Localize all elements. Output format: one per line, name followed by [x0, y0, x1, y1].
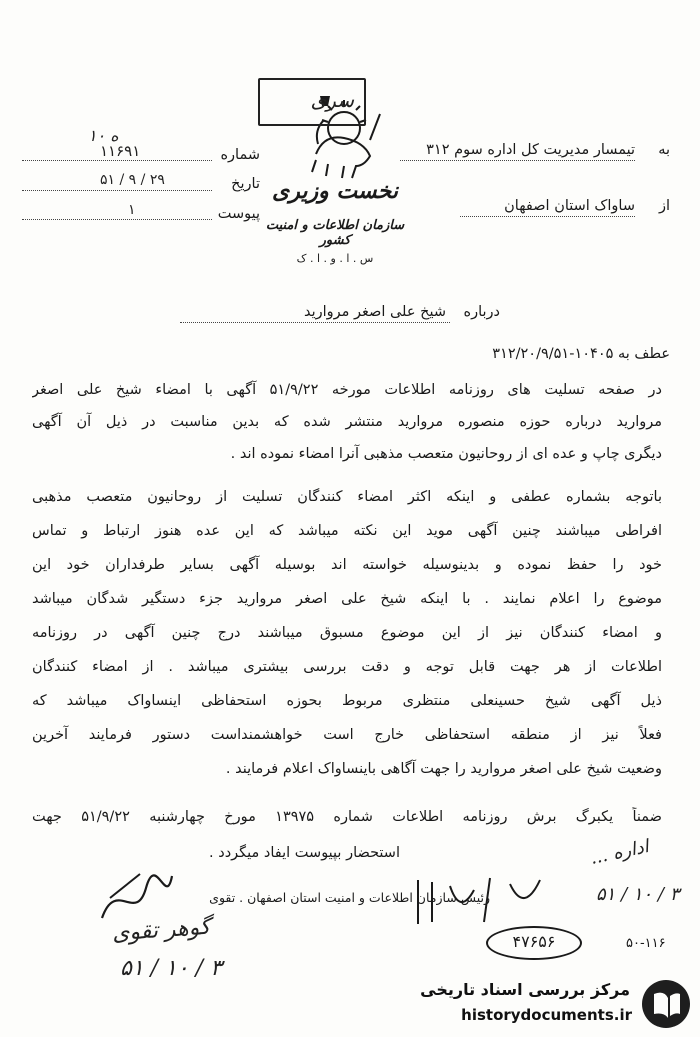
body-line: وضعیت شیخ علی اصغر مروارید را جهت آگاهی باینساواک اعلام فرمایند .: [225, 761, 662, 777]
subject-dotted-line: [180, 322, 450, 323]
margin-note-top: اداره ...: [588, 836, 651, 869]
number-dotted-line: [22, 160, 212, 161]
signature-title: رئیس سازمان اطلاعات و امنیت استان اصفهان . تقوی: [209, 890, 490, 905]
attachment-dotted-line: [22, 219, 212, 220]
organization-code: س . ا . و . ا . ک: [296, 252, 374, 265]
form-code: ۵۰-۱۱۶: [626, 936, 666, 951]
ministry-title: نخست وزیری: [272, 178, 398, 204]
subject-label: درباره: [463, 304, 500, 320]
body-line: و امضاء کنندگان نیز از این موضوع مسبوق میباشند درج چنین آگهی در روزنامه: [32, 625, 662, 641]
classification-stamp-box: [258, 78, 366, 126]
body-line: فعلاً نیز از منطقه استحفاظی خارج است خواهشمنداست دستور فرمایند آخرین: [32, 727, 662, 743]
footer-org-name: مرکز بررسی اسناد تاریخی: [420, 980, 630, 999]
from-prefix: از: [658, 198, 670, 214]
body-line: در صفحه تسلیت های روزنامه اطلاعات مورخه ۵۱/۹/۲۲ آگهی با امضاء شیخ علی اصغر: [32, 382, 662, 398]
date-dotted-line: [22, 190, 212, 191]
body-line: باتوجه بشماره عطفی و اینکه اکثر امضاء کنندگان تسلیت از روحانیون متعصب مذهبی: [32, 489, 662, 505]
middle-scribble-icon: [410, 870, 550, 930]
postscript-line: ضمناً یکبرگ برش روزنامه اطلاعات شماره ۱۳۹۷۵ مورخ چهارشنبه ۵۱/۹/۲۲ جهت: [32, 809, 662, 825]
body-line: مروارید درباره حوزه منصوره مروارید منتشر شده که بدین مناسبت در ذیل آن آگهی: [32, 414, 662, 430]
number-value: ۱۱۶۹۱: [100, 142, 141, 160]
history-documents-logo: [400, 978, 696, 1032]
number-handwritten-note: ۱۰ ه: [88, 126, 119, 145]
to-prefix: به: [658, 142, 670, 158]
attachment-label: پیوست: [217, 206, 260, 222]
body-line: اطلاعات از هر جهت قابل توجه و دقت بررسی بیشتری میباشد . از امضاء کنندگان: [32, 659, 662, 675]
body-line: دیگری چاپ و عده ای از روحانیون متعصب مذهبی آنرا امضاء نموده اند .: [230, 446, 662, 462]
received-stamp-number: ۴۷۶۵۶: [512, 932, 556, 951]
date-label: تاریخ: [231, 176, 260, 192]
postscript-line: استحضار بپیوست ایفاد میگردد .: [209, 845, 400, 861]
received-stamp-oval: [486, 926, 582, 960]
classification-stamp-text: سری: [310, 88, 354, 112]
body-line: خود را حفظ نموده و بدینوسیله خواسته اند بوسیله آگهی بسایر طرفداران خود این: [32, 557, 662, 573]
from-text: ساواک استان اصفهان: [504, 198, 635, 214]
to-dotted-line: [400, 160, 635, 161]
attachment-value: ۱: [128, 202, 136, 218]
margin-note-date: ۳ / ۱۰ / ۵۱: [596, 884, 680, 905]
organization-title: سازمان اطلاعات و امنیت کشور: [265, 218, 405, 248]
signature-handwriting: گوهر تقوی: [111, 914, 212, 947]
footer-book-icon: [640, 978, 692, 1030]
date-value: ۲۹ / ۹ / ۵۱: [100, 172, 165, 188]
signature-date-handwriting: ۳ / ۱۰ / ۵۱: [120, 956, 222, 981]
to-text: تیمسار مدیریت کل اداره سوم ۳۱۲: [426, 142, 635, 158]
body-line: ذیل آگهی شیخ حسینعلی منتظری مربوط بحوزه استحفاظی اینساواک میباشد که: [32, 693, 662, 709]
footer-website: historydocuments.ir: [461, 1006, 632, 1024]
reference-line: عطف به ۱۰۴۰۵-۳۱۲/۲۰/۹/۵۱: [492, 346, 670, 362]
signature-scribble-icon: [96, 868, 176, 928]
body-line: افراطی میباشند چنین آگهی موید این نکته میباشد که این عده هنوز ارتباط و تماس: [32, 523, 662, 539]
from-dotted-line: [460, 216, 635, 217]
body-line: موضوع را اعلام نمایند . با اینکه شیخ علی اصغر مروارید جزء دستگیر شدگان میباشد: [32, 591, 662, 607]
subject-value: شیخ علی اصغر مروارید: [303, 304, 446, 320]
number-label: شماره: [220, 147, 260, 163]
